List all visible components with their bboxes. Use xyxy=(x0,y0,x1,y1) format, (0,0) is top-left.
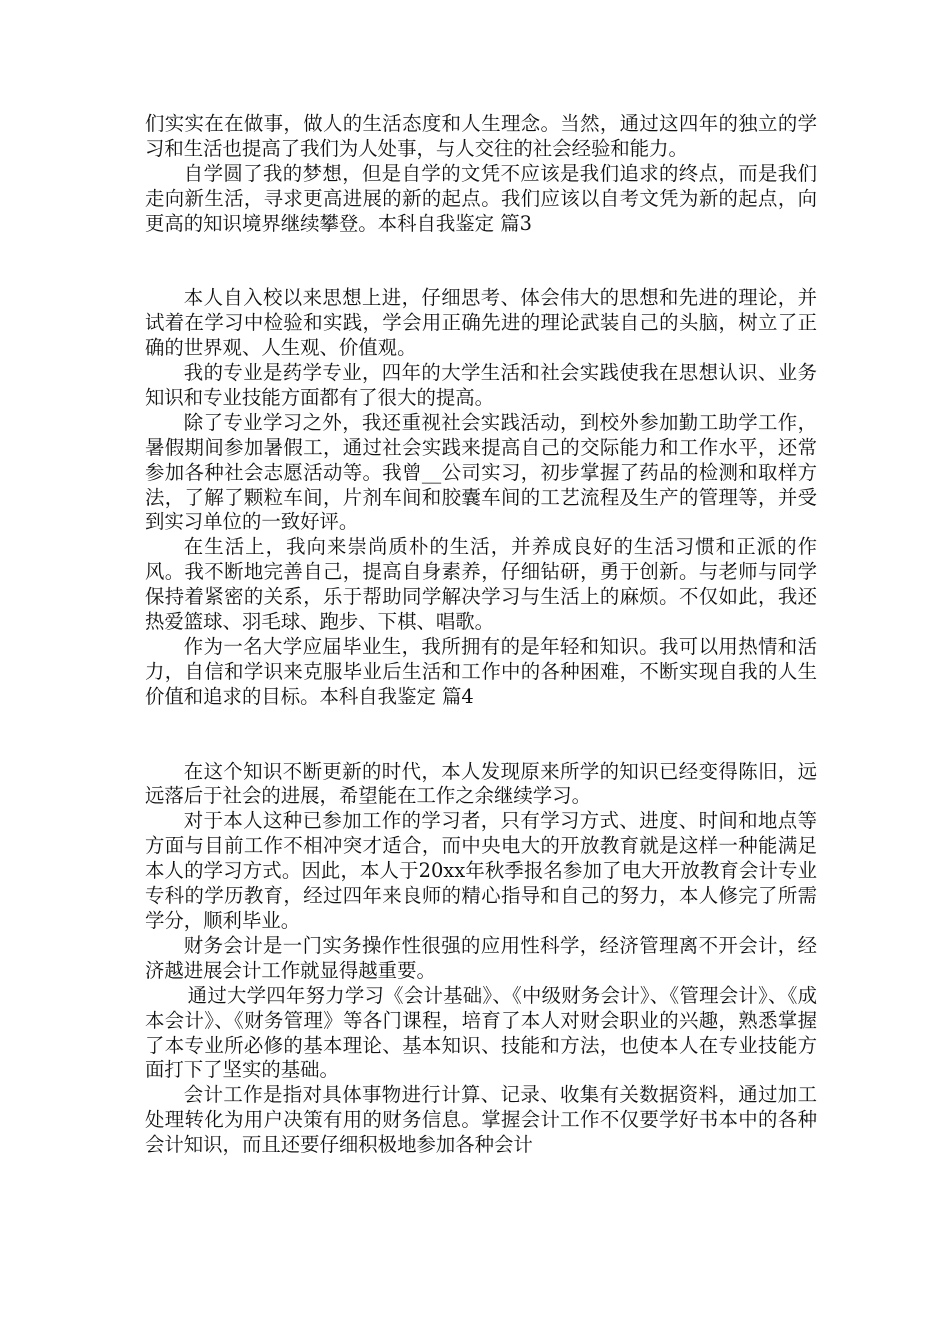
paragraph: 会计工作是指对具体事物进行计算、记录、收集有关数据资料，通过加工处理转化为用户决策有用的财务信息。掌握会计工作不仅要学好书本中的各种会计知识，而且还要仔细积极地参加各种会计 xyxy=(145,1083,817,1157)
section-gap xyxy=(145,237,817,287)
paragraph: 作为一名大学应届毕业生，我所拥有的是年轻和知识。我可以用热情和活力，自信和学识来克服毕业后生活和工作中的各种困难，不断实现自我的人生价值和追求的目标。本科自我鉴定 篇4 xyxy=(145,635,817,708)
paragraph: 财务会计是一门实务操作性很强的应用性科学，经济管理离不开会计，经济越进展会计工作就显得越重要。 xyxy=(145,933,817,982)
paragraph: 对于本人这种已参加工作的学习者，只有学习方式、进度、时间和地点等方面与目前工作不相冲突才适合，而中央电大的开放教育就是这样一种能满足本人的学习方式。因此，本人于20xx年秋季报名参加了电大开放教育会计专业专科的学历教育，经过四年来良师的精心指导和自己的努力，本人修完了所需学分，顺利毕业。 xyxy=(145,809,817,932)
paragraph: 在这个知识不断更新的时代，本人发现原来所学的知识已经变得陈旧，远远落后于社会的进展，希望能在工作之余继续学习。 xyxy=(145,759,817,808)
paragraph: 我的专业是药学专业，四年的大学生活和社会实践使我在思想认识、业务知识和专业技能方面都有了很大的提高。 xyxy=(145,361,817,409)
paragraph: 在生活上，我向来崇尚质朴的生活，并养成良好的生活习惯和正派的作风。我不断地完善自己，提高自身素养，仔细钻研，勇于创新。与老师与同学保持着紧密的关系，乐于帮助同学解决学习与生活上的麻烦。不仅如此，我还热爱篮球、羽毛球、跑步、下棋、唱歌。 xyxy=(145,535,817,634)
paragraph: 本人自入校以来思想上进，仔细思考、体会伟大的思想和先进的理论，并试着在学习中检验和实践，学会用正确先进的理论武装自己的头脑，树立了正确的世界观、人生观、价值观。 xyxy=(145,286,817,360)
paragraph: 自学圆了我的梦想，但是自学的文凭不应该是我们追求的终点，而是我们走向新生活，寻求更高进展的新的起点。我们应该以自考文凭为新的起点，向更高的知识境界继续攀登。本科自我鉴定 篇3 xyxy=(145,161,817,235)
paragraph: 通过大学四年努力学习《会计基础》、《中级财务会计》、《管理会计》、《成本会计》、《财务管理》等各门课程，培育了本人对财会职业的兴趣，熟悉掌握了本专业所必修的基本理论、基本知识、技能和方法，也使本人在专业技能方面打下了坚实的基础。 xyxy=(145,983,817,1082)
section-gap xyxy=(145,710,817,760)
paragraph-continuation: 们实实在在做事，做人的生活态度和人生理念。当然，通过这四年的独立的学习和生活也提高了我们为人处事，与人交往的社会经验和能力。 xyxy=(145,112,817,160)
paragraph: 除了专业学习之外，我还重视社会实践活动，到校外参加勤工助学工作，暑假期间参加暑假工，通过社会实践来提高自己的交际能力和工作水平，还常参加各种社会志愿活动等。我曾__公司实习，初步掌握了药品的检测和取样方法，了解了颗粒车间，片剂车间和胶囊车间的工艺流程及生产的管理等，并受到实习单位的一致好评。 xyxy=(145,410,817,534)
document-page xyxy=(145,112,817,1158)
